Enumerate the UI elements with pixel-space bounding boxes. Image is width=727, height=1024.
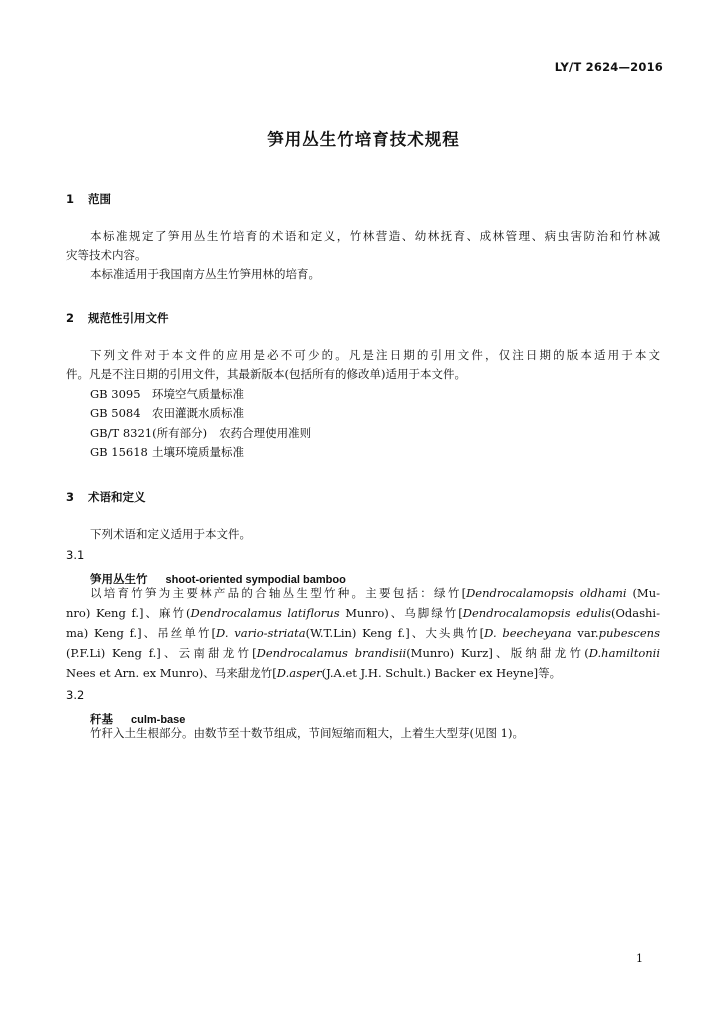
text-run: (W.T.Lin) Keng f.]、大头典竹[ bbox=[305, 626, 485, 640]
section-3-heading bbox=[66, 489, 146, 505]
sec1-paragraph-1-line-1: 本标准规定了笋用丛生竹培育的术语和定义，竹林营造、幼林抚育、成林管理、病虫害防治和竹林减 bbox=[90, 229, 660, 243]
latin-name: pubescens bbox=[598, 626, 660, 640]
section-title: 范围 bbox=[88, 192, 111, 206]
term-english-name: shoot-oriented sympodial bamboo bbox=[165, 574, 346, 586]
section-number: 1 bbox=[66, 192, 75, 206]
latin-name: D. vario-striata bbox=[216, 626, 306, 640]
term-3-1-definition-line-2 bbox=[66, 608, 660, 620]
reference-item bbox=[90, 447, 244, 459]
page-number: 1 bbox=[636, 952, 643, 965]
latin-name: D. beecheyana bbox=[484, 626, 572, 640]
reference-name: 土壤环境质量标准 bbox=[152, 445, 244, 459]
latin-name: D.hamiltonii bbox=[588, 646, 660, 660]
latin-name: Dendrocalamopsis edulis bbox=[462, 606, 611, 620]
reference-item bbox=[90, 428, 311, 440]
section-number: 3 bbox=[66, 490, 75, 504]
text-run: (P.F.Li) Keng f.]、云南甜龙竹[ bbox=[66, 646, 257, 660]
text-run: var. bbox=[571, 626, 599, 640]
sec1-paragraph-1-line-2: 灾等技术内容。 bbox=[66, 248, 147, 262]
text-run: ma) Keng f.]、吊丝单竹[ bbox=[66, 626, 217, 640]
term-3-1-definition-line-3 bbox=[66, 628, 660, 640]
text-run: 以培育竹笋为主要林产品的合轴丛生型竹种。主要包括：绿竹[ bbox=[90, 586, 467, 600]
latin-name: D.asper bbox=[276, 666, 322, 680]
term-chinese-name: 秆基 bbox=[90, 712, 113, 726]
sec2-paragraph-line-2: 件。凡是不注日期的引用文件，其最新版本(包括所有的修改单)适用于本文件。 bbox=[66, 367, 466, 381]
text-run: (J.A.et J.H. Schult.) Backer ex Heyne]等。 bbox=[321, 666, 562, 680]
section-title: 术语和定义 bbox=[88, 490, 146, 504]
latin-name: Dendrocalamus brandisii bbox=[256, 646, 407, 660]
reference-item bbox=[90, 408, 244, 420]
reference-item bbox=[90, 389, 244, 401]
standard-code: LY/T 2624—2016 bbox=[554, 60, 663, 74]
term-english-name: culm-base bbox=[131, 714, 186, 726]
reference-name: 环境空气质量标准 bbox=[152, 387, 244, 401]
term-3-1-definition-line-5 bbox=[66, 668, 561, 680]
reference-code: GB/T 8321(所有部分) bbox=[90, 426, 208, 440]
term-3-2-number: 3.2 bbox=[66, 688, 85, 702]
text-run: nro) Keng f.]、麻竹( bbox=[66, 606, 191, 620]
term-3-1-definition-line-1 bbox=[90, 588, 660, 600]
latin-name: Dendrocalamopsis oldhami bbox=[466, 586, 627, 600]
section-2-heading bbox=[66, 310, 169, 326]
term-3-1-title bbox=[90, 568, 346, 587]
sec2-paragraph-line-1: 下列文件对于本文件的应用是必不可少的。凡是注日期的引用文件，仅注日期的版本适用于本文 bbox=[90, 348, 660, 362]
reference-name: 农药合理使用准则 bbox=[219, 426, 312, 440]
term-3-2-definition: 竹秆入土生根部分。由数节至十数节组成，节间短缩而粗大，上着生大型芽(见图 1)。 bbox=[90, 726, 524, 740]
sec3-intro: 下列术语和定义适用于本文件。 bbox=[90, 527, 251, 541]
reference-code: GB 5084 bbox=[90, 406, 141, 420]
text-run: (Munro) Kurz]、版纳甜龙竹( bbox=[406, 646, 589, 660]
text-run: (Odashi- bbox=[610, 606, 660, 620]
section-1-heading bbox=[66, 191, 111, 207]
sec1-paragraph-2: 本标准适用于我国南方丛生竹笋用林的培育。 bbox=[90, 267, 320, 281]
section-number: 2 bbox=[66, 311, 75, 325]
text-run: Munro)、乌脚绿竹[ bbox=[339, 606, 463, 620]
reference-name: 农田灌溉水质标准 bbox=[152, 406, 244, 420]
text-run: Nees et Arn. ex Munro)、马来甜龙竹[ bbox=[66, 666, 277, 680]
reference-code: GB 3095 bbox=[90, 387, 141, 401]
term-3-1-number: 3.1 bbox=[66, 548, 85, 562]
text-run: (Mu- bbox=[626, 586, 661, 600]
term-chinese-name: 笋用丛生竹 bbox=[90, 572, 148, 586]
reference-code: GB 15618 bbox=[90, 445, 148, 459]
term-3-1-definition-line-4 bbox=[66, 648, 660, 660]
latin-name: Dendrocalamus latiflorus bbox=[190, 606, 340, 620]
section-title: 规范性引用文件 bbox=[88, 311, 169, 325]
term-3-2-title bbox=[90, 708, 185, 727]
document-title: 笋用丛生竹培育技术规程 bbox=[267, 130, 460, 149]
